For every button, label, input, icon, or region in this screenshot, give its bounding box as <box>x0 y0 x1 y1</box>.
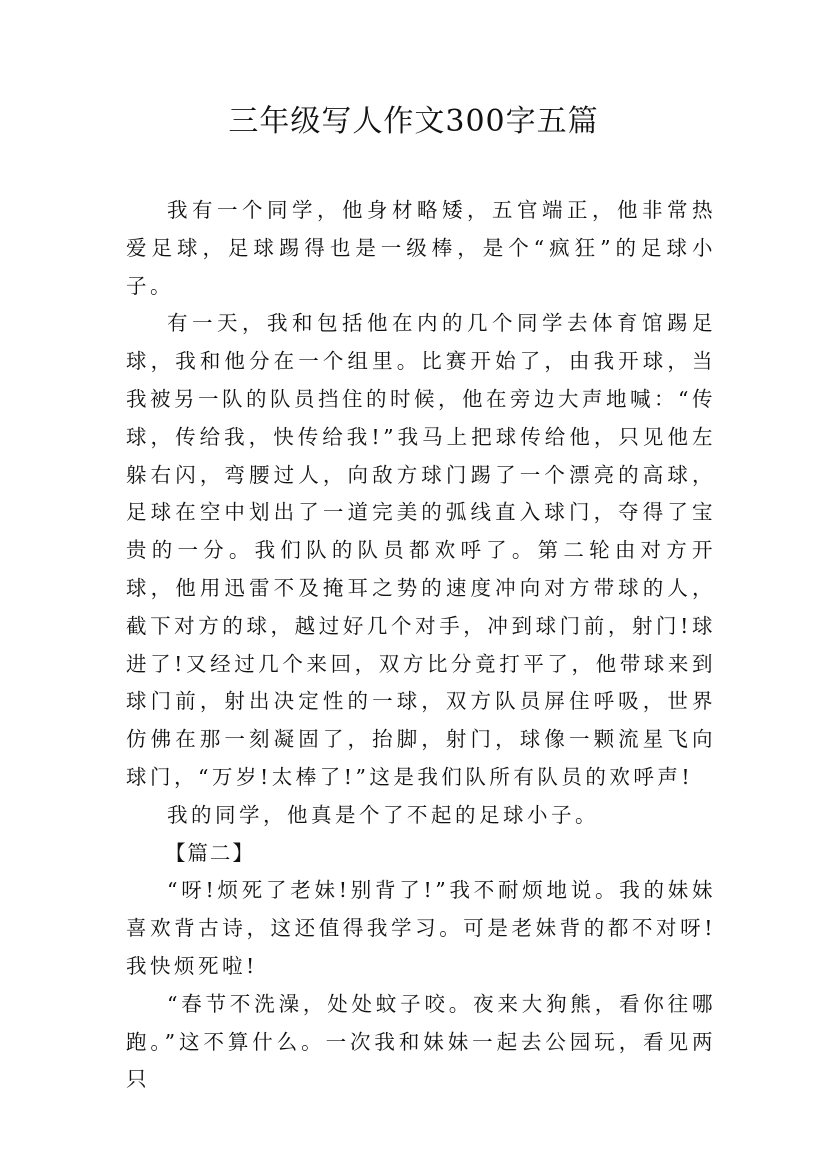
paragraph-intro: 我有一个同学，他身材略矮，五官端正，他非常热爱足球，足球踢得也是一级棒，是个“疯狂”的足球小子。 <box>126 198 716 298</box>
paragraph-spring-festival: “春节不洗澡，处处蚊子咬。夜来大狗熊，看你往哪跑。”这不算什么。一次我和妹妹一起去公园玩，看见两只 <box>126 991 716 1092</box>
section-heading-part-two: 【篇二】 <box>164 840 255 865</box>
document-body <box>126 192 716 1099</box>
document-title: 三年级写人作文300字五篇 <box>228 104 599 139</box>
paragraph-sister-poems: “呀!烦死了老妹!别背了!”我不耐烦地说。我的妹妹喜欢背古诗，这还值得我学习。可是老妹背的都不对呀!我快烦死啦! <box>126 878 716 978</box>
paragraph-conclusion: 我的同学，他真是个了不起的足球小子。 <box>167 802 599 827</box>
paragraph-football-match: 有一天，我和包括他在内的几个同学去体育馆踢足球，我和他分在一个组里。比赛开始了，由我开球，当我被另一队的队员挡住的时候，他在旁边大声地喊：“传球，传给我，快传给我!”我马上把球传给他，只见他左躲右闪，弯腰过人，向敌方球门踢了一个漂亮的高球，足球在空中划出了一道完美的弧线直入球门，夺得了宝贵的一分。我们队的队员都欢呼了。第二轮由对方开球，他用迅雷不及掩耳之势的速度冲向对方带球的人，截下对方的球，越过好几个对手，冲到球门前，射门!球进了!又经过几个来回，双方比分竟打平了，他带球来到球门前，射出决定性的一球，双方队员屏住呼吸，世界仿佛在那一刻凝固了，抬脚，射门，球像一颗流星飞向球门，“万岁!太棒了!”这是我们队所有队员的欢呼声! <box>126 311 716 789</box>
